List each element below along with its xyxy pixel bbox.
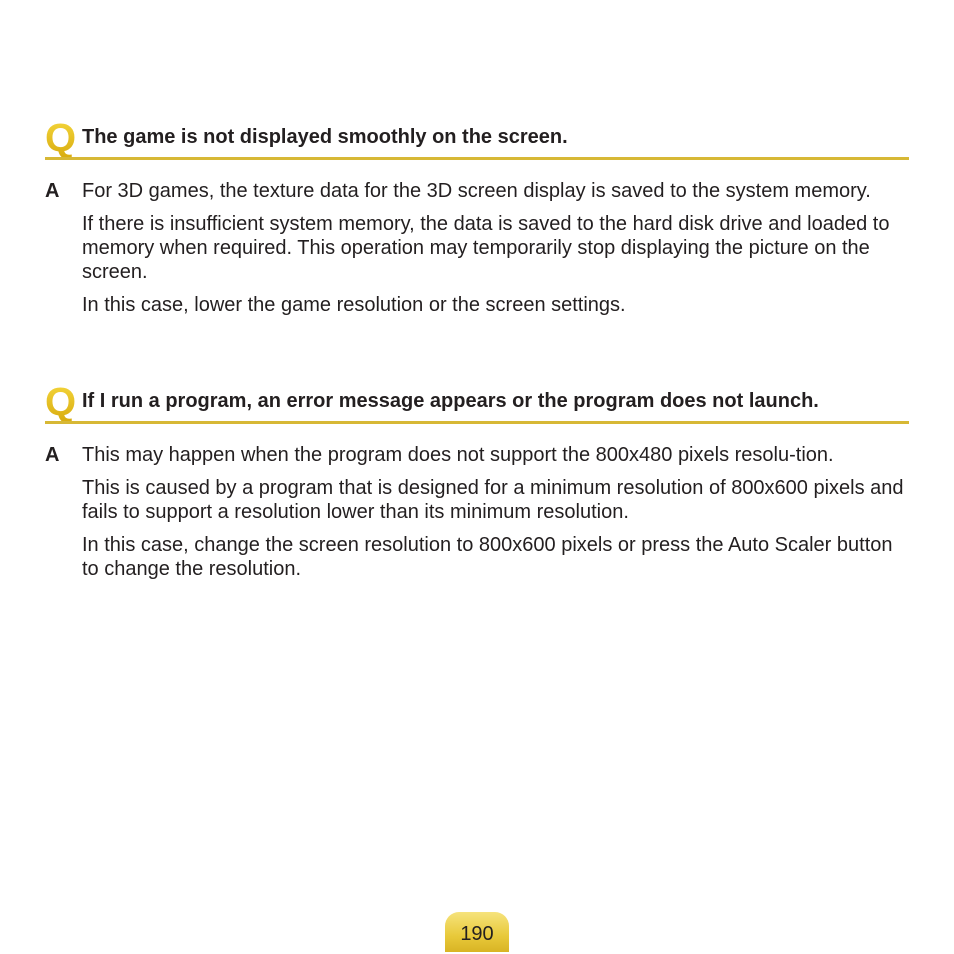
page-number: 190 (460, 923, 494, 945)
answer-paragraph: For 3D games, the texture data for the 3D screen display is saved to the system memory. (82, 180, 871, 202)
question-marker: Q (45, 116, 77, 160)
question-text: If I run a program, an error message appears or the program does not launch. (82, 390, 819, 412)
faq-item-2 (45, 380, 909, 590)
question-text: The game is not displayed smoothly on the screen. (82, 126, 568, 148)
page-number-badge (445, 912, 509, 952)
answer-block (45, 443, 909, 581)
question-marker: Q (45, 380, 77, 424)
answer-paragraph: This is caused by a program that is designed for a minimum resolution of 800x600 pixels and fails to support a resolution lower than its minimum resolution. (82, 477, 904, 523)
answer-paragraph: This may happen when the program does not support the 800x480 pixels resolu-tion. (82, 444, 834, 466)
answer-block (45, 179, 909, 317)
answer-marker: A (45, 444, 60, 466)
answer-paragraph: If there is insufficient system memory, the data is saved to the hard disk drive and loaded to memory when required. This operation may temporarily stop displaying the picture on the screen. (82, 213, 890, 283)
faq-item-1 (45, 116, 909, 326)
answer-paragraph: In this case, lower the game resolution or the screen settings. (82, 294, 626, 316)
question-heading (45, 116, 909, 160)
answer-marker: A (45, 180, 60, 202)
question-heading (45, 380, 909, 424)
answer-paragraph: In this case, change the screen resolution to 800x600 pixels or press the Auto Scaler button to change the resolution. (82, 534, 893, 580)
